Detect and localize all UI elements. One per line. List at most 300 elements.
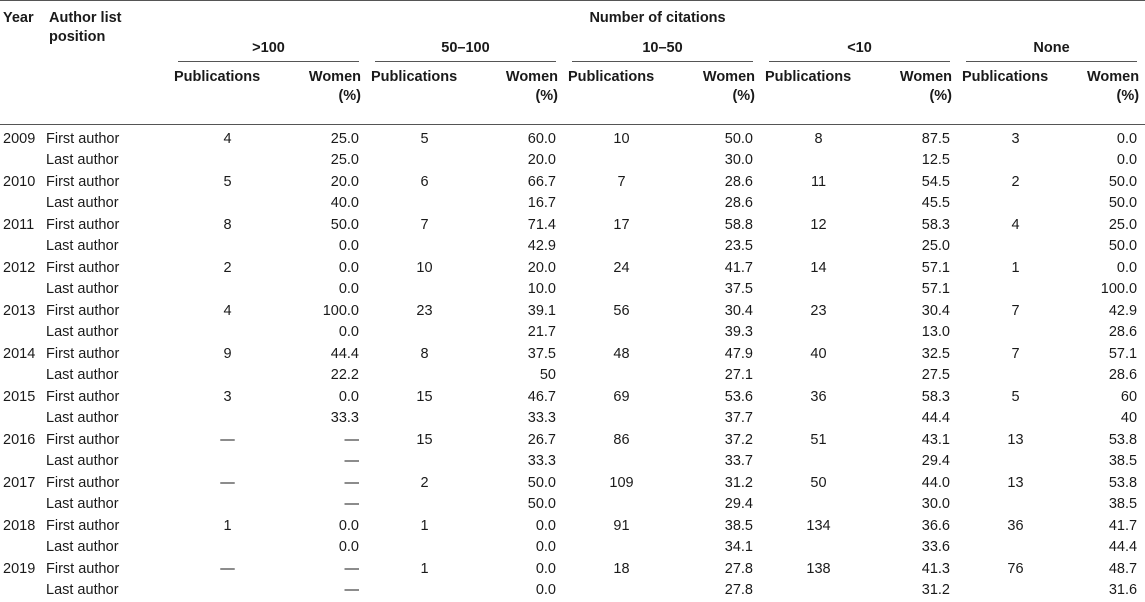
subheader-women-percent: Women (%) (876, 62, 958, 124)
cell-publications (367, 451, 482, 473)
cell-publications (170, 408, 285, 430)
cell-publications (367, 236, 482, 258)
cell-women-percent: 25.0 (330, 130, 359, 147)
cell-author-position: Last author (46, 195, 119, 211)
cell-women-percent: 50 (539, 367, 556, 383)
cell-women-percent: 30.0 (921, 496, 950, 512)
cell-women-percent: — (344, 453, 359, 469)
cell-women-percent: 25.0 (1108, 216, 1138, 233)
cell-publications (958, 451, 1073, 473)
cell-women-percent: 43.1 (921, 431, 950, 448)
table-row (0, 193, 1145, 215)
cell-publications: 9 (223, 345, 232, 362)
cell-author-position: Last author (46, 582, 119, 598)
cell-publications (958, 365, 1073, 387)
cell-author-position: First author (46, 345, 120, 362)
cell-publications (761, 236, 876, 258)
group-header-label: None (966, 35, 1137, 62)
cell-women-percent: 58.8 (724, 216, 753, 233)
cell-publications: 18 (613, 560, 630, 577)
group-header (761, 35, 958, 62)
cell-publications (564, 279, 679, 301)
cell-women-percent: 0.0 (338, 539, 359, 555)
cell-women-percent: 31.2 (921, 582, 950, 598)
cell-publications: 48 (613, 345, 630, 362)
group-header (958, 35, 1145, 62)
cell-women-percent: 57.1 (921, 259, 950, 276)
cell-women-percent: 30.0 (724, 152, 753, 168)
cell-women-percent: 38.5 (724, 517, 753, 534)
cell-women-percent: 53.8 (1108, 474, 1138, 491)
subheader-women-percent: Women (%) (679, 62, 761, 124)
cell-women-percent: 53.8 (1108, 431, 1138, 448)
table-row (0, 473, 1145, 495)
cell-women-percent: 40.0 (330, 195, 359, 211)
cell-publications: 69 (613, 388, 630, 405)
cell-publications (761, 193, 876, 215)
cell-publications (761, 451, 876, 473)
cell-author-position: First author (46, 173, 120, 190)
cell-publications: 15 (416, 388, 433, 405)
cell-publications: 138 (806, 560, 831, 577)
cell-women-percent: 32.5 (921, 345, 950, 362)
cell-publications (564, 408, 679, 430)
cell-publications (367, 408, 482, 430)
cell-publications (564, 193, 679, 215)
cell-publications: 40 (810, 345, 827, 362)
cell-publications (958, 150, 1073, 172)
cell-publications: 15 (416, 431, 433, 448)
cell-author-position: Last author (46, 281, 119, 297)
cell-publications: 36 (810, 388, 827, 405)
cell-year: 2014 (3, 345, 36, 362)
cell-publications (958, 322, 1073, 344)
cell-women-percent: 58.3 (921, 388, 950, 405)
cell-publications (958, 236, 1073, 258)
cell-publications (170, 279, 285, 301)
cell-year (0, 322, 46, 344)
cell-publications: 8 (814, 130, 823, 147)
cell-women-percent: 48.7 (1108, 560, 1138, 577)
cell-publications: 91 (613, 517, 630, 534)
cell-author-position: First author (46, 216, 120, 233)
cell-publications: 3 (223, 388, 232, 405)
cell-author-position: First author (46, 517, 120, 534)
cell-publications (761, 279, 876, 301)
group-header (367, 35, 564, 62)
cell-publications: 23 (416, 302, 433, 319)
group-header-label: >100 (178, 35, 359, 62)
cell-women-percent: 50.0 (724, 130, 753, 147)
cell-publications (761, 408, 876, 430)
cell-publications (367, 322, 482, 344)
cell-women-percent: 60.0 (527, 130, 556, 147)
cell-women-percent: 28.6 (1108, 324, 1138, 340)
cell-publications: 4 (223, 130, 232, 147)
cell-women-percent: 10.0 (527, 281, 556, 297)
cell-publications: 8 (420, 345, 429, 362)
cell-publications: 1 (420, 560, 429, 577)
cell-publications (958, 279, 1073, 301)
cell-year (0, 236, 46, 258)
cell-year (0, 494, 46, 516)
cell-publications: 4 (223, 302, 232, 319)
table-row (0, 516, 1145, 538)
cell-women-percent: — (344, 560, 359, 577)
cell-women-percent: 39.3 (724, 324, 753, 340)
cell-women-percent: 20.0 (527, 152, 556, 168)
subheader-women-percent: Women (%) (1073, 62, 1145, 124)
cell-women-percent: 26.7 (527, 431, 556, 448)
cell-publications (564, 365, 679, 387)
cell-publications: 86 (613, 431, 630, 448)
cell-women-percent: 0.0 (1116, 259, 1138, 276)
table-row (0, 124, 1145, 150)
cell-publications (170, 580, 285, 602)
cell-author-position: Last author (46, 496, 119, 512)
cell-publications: — (220, 560, 235, 577)
subheader-publications: Publications (367, 62, 482, 124)
cell-publications (958, 494, 1073, 516)
cell-year: 2009 (3, 130, 36, 147)
cell-women-percent: 40 (1120, 410, 1138, 426)
subheader-publications: Publications (761, 62, 876, 124)
cell-author-position: First author (46, 302, 120, 319)
cell-publications: 2 (420, 474, 429, 491)
cell-year (0, 408, 46, 430)
table-row (0, 236, 1145, 258)
cell-publications: 2 (1011, 173, 1020, 190)
subheader-publications: Publications (170, 62, 285, 124)
cell-women-percent: 66.7 (527, 173, 556, 190)
cell-women-percent: 50.0 (1108, 195, 1138, 211)
cell-publications: 14 (810, 259, 827, 276)
cell-year: 2019 (3, 560, 36, 577)
cell-publications: 11 (810, 173, 827, 190)
cell-women-percent: 28.6 (724, 173, 753, 190)
cell-publications (958, 193, 1073, 215)
cell-publications (564, 322, 679, 344)
cell-publications (170, 236, 285, 258)
cell-year: 2011 (3, 216, 35, 233)
cell-women-percent: 44.4 (921, 410, 950, 426)
cell-publications: 109 (609, 474, 634, 491)
table-row (0, 344, 1145, 366)
cell-women-percent: 0.0 (338, 259, 359, 276)
cell-author-position: First author (46, 130, 120, 147)
cell-women-percent: 42.9 (1108, 302, 1138, 319)
cell-publications (367, 150, 482, 172)
cell-author-position: Last author (46, 152, 119, 168)
cell-women-percent: 50.0 (527, 496, 556, 512)
cell-women-percent: 33.7 (724, 453, 753, 469)
cell-women-percent: 33.3 (527, 453, 556, 469)
cell-women-percent: 27.8 (724, 582, 753, 598)
header-number-of-citations: Number of citations (170, 1, 1145, 36)
cell-publications (170, 537, 285, 559)
table-row (0, 494, 1145, 516)
cell-publications: 1 (223, 517, 232, 534)
cell-author-position: Last author (46, 324, 119, 340)
cell-publications (170, 494, 285, 516)
table-row (0, 559, 1145, 581)
cell-publications (761, 537, 876, 559)
subheader-women-percent: Women (%) (482, 62, 564, 124)
cell-publications: — (220, 431, 235, 448)
cell-women-percent: 57.1 (1108, 345, 1138, 362)
cell-author-position: First author (46, 474, 120, 491)
group-header (170, 35, 367, 62)
cell-author-position: First author (46, 388, 120, 405)
cell-women-percent: 27.5 (921, 367, 950, 383)
cell-women-percent: 30.4 (921, 302, 950, 319)
cell-women-percent: 100.0 (1100, 281, 1138, 297)
cell-women-percent: 0.0 (535, 582, 556, 598)
group-header-label: 10–50 (572, 35, 753, 62)
cell-women-percent: 0.0 (338, 281, 359, 297)
cell-author-position: Last author (46, 238, 119, 254)
cell-year: 2015 (3, 388, 36, 405)
cell-women-percent: 50.0 (330, 216, 359, 233)
cell-publications (367, 580, 482, 602)
cell-publications: 7 (1011, 345, 1020, 362)
cell-publications: 12 (810, 216, 827, 233)
cell-women-percent: 0.0 (535, 517, 556, 534)
cell-year: 2018 (3, 517, 36, 534)
cell-publications: 4 (1011, 216, 1020, 233)
cell-women-percent: 27.8 (724, 560, 753, 577)
group-header (564, 35, 761, 62)
cell-publications (170, 451, 285, 473)
cell-women-percent: 25.0 (330, 152, 359, 168)
cell-publications (564, 150, 679, 172)
cell-women-percent: 38.5 (1108, 496, 1138, 512)
cell-women-percent: 28.6 (724, 195, 753, 211)
cell-year (0, 580, 46, 602)
cell-women-percent: 44.4 (1108, 539, 1138, 555)
cell-publications (761, 365, 876, 387)
table-row (0, 365, 1145, 387)
cell-year: 2013 (3, 302, 36, 319)
cell-publications: 10 (416, 259, 433, 276)
cell-women-percent: 12.5 (921, 152, 950, 168)
cell-year (0, 279, 46, 301)
cell-publications (367, 279, 482, 301)
cell-publications: 51 (810, 431, 827, 448)
cell-year: 2016 (3, 431, 36, 448)
cell-publications: 13 (1007, 474, 1024, 491)
cell-women-percent: 0.0 (338, 517, 359, 534)
cell-year (0, 150, 46, 172)
cell-publications (761, 150, 876, 172)
cell-publications: 7 (617, 173, 626, 190)
table-row (0, 279, 1145, 301)
subheader-publications: Publications (958, 62, 1073, 124)
cell-publications (170, 193, 285, 215)
cell-year (0, 193, 46, 215)
cell-women-percent: 31.6 (1108, 582, 1138, 598)
cell-women-percent: 37.7 (724, 410, 753, 426)
cell-author-position: Last author (46, 453, 119, 469)
cell-publications: 50 (810, 474, 827, 491)
cell-women-percent: 33.3 (330, 410, 359, 426)
cell-author-position: First author (46, 431, 120, 448)
table-row (0, 258, 1145, 280)
cell-women-percent: 0.0 (1116, 130, 1138, 147)
cell-women-percent: 0.0 (338, 388, 359, 405)
cell-women-percent: 54.5 (921, 173, 950, 190)
cell-women-percent: 57.1 (921, 281, 950, 297)
cell-publications (564, 236, 679, 258)
cell-women-percent: 41.3 (921, 560, 950, 577)
cell-year (0, 537, 46, 559)
cell-publications (761, 322, 876, 344)
cell-author-position: Last author (46, 410, 119, 426)
cell-publications: 134 (806, 517, 831, 534)
cell-women-percent: 20.0 (527, 259, 556, 276)
cell-women-percent: 13.0 (921, 324, 950, 340)
table-row (0, 322, 1145, 344)
cell-publications (170, 365, 285, 387)
cell-women-percent: 29.4 (724, 496, 753, 512)
cell-women-percent: 33.6 (921, 539, 950, 555)
cell-women-percent: 30.4 (724, 302, 753, 319)
cell-publications (564, 537, 679, 559)
cell-publications: 1 (1011, 259, 1020, 276)
cell-publications: 36 (1007, 517, 1024, 534)
cell-women-percent: 44.0 (921, 474, 950, 491)
cell-women-percent: 29.4 (921, 453, 950, 469)
cell-women-percent: — (344, 431, 359, 448)
cell-women-percent: — (344, 582, 359, 598)
cell-year (0, 365, 46, 387)
cell-women-percent: 50.0 (1108, 238, 1138, 254)
cell-publications (958, 537, 1073, 559)
cell-publications (367, 193, 482, 215)
cell-women-percent: — (344, 496, 359, 512)
cell-publications: 1 (420, 517, 429, 534)
cell-publications (564, 494, 679, 516)
table-row (0, 430, 1145, 452)
cell-publications: 8 (223, 216, 232, 233)
cell-women-percent: 71.4 (527, 216, 556, 233)
subheader-publications: Publications (564, 62, 679, 124)
cell-publications: 5 (420, 130, 429, 147)
cell-publications (958, 580, 1073, 602)
cell-women-percent: — (344, 474, 359, 491)
group-header-label: <10 (769, 35, 950, 62)
cell-year: 2017 (3, 474, 36, 491)
cell-publications: 2 (223, 259, 232, 276)
table-row (0, 215, 1145, 237)
cell-women-percent: 34.1 (724, 539, 753, 555)
cell-women-percent: 0.0 (535, 560, 556, 577)
cell-women-percent: 20.0 (330, 173, 359, 190)
cell-publications: 13 (1007, 431, 1024, 448)
cell-women-percent: 28.6 (1108, 367, 1138, 383)
cell-publications: 56 (613, 302, 630, 319)
cell-publications (761, 494, 876, 516)
cell-women-percent: 47.9 (724, 345, 753, 362)
cell-publications: 3 (1011, 130, 1020, 147)
cell-women-percent: 37.5 (527, 345, 556, 362)
cell-women-percent: 22.2 (330, 367, 359, 383)
table-row (0, 387, 1145, 409)
header-year: Year (0, 1, 46, 125)
cell-women-percent: 60 (1120, 388, 1138, 405)
cell-women-percent: 31.2 (724, 474, 753, 491)
table-row (0, 301, 1145, 323)
cell-women-percent: 44.4 (330, 345, 359, 362)
cell-publications: 24 (613, 259, 630, 276)
cell-publications: 5 (1011, 388, 1020, 405)
cell-author-position: First author (46, 560, 120, 577)
cell-publications: 5 (223, 173, 232, 190)
cell-women-percent: 0.0 (338, 238, 359, 254)
cell-publications (367, 365, 482, 387)
cell-women-percent: 21.7 (527, 324, 556, 340)
cell-publications: 7 (1011, 302, 1020, 319)
cell-women-percent: 38.5 (1108, 453, 1138, 469)
cell-women-percent: 42.9 (527, 238, 556, 254)
table-row (0, 451, 1145, 473)
cell-publications (367, 537, 482, 559)
cell-women-percent: 46.7 (527, 388, 556, 405)
cell-year: 2012 (3, 259, 36, 276)
cell-women-percent: 87.5 (921, 130, 950, 147)
cell-publications: 23 (810, 302, 827, 319)
cell-women-percent: 41.7 (1108, 517, 1138, 534)
cell-women-percent: 37.2 (724, 431, 753, 448)
cell-women-percent: 50.0 (527, 474, 556, 491)
cell-year: 2010 (3, 173, 36, 190)
cell-women-percent: 27.1 (724, 367, 753, 383)
header-author-position: Author list position (46, 1, 170, 125)
table-row (0, 537, 1145, 559)
cell-women-percent: 0.0 (535, 539, 556, 555)
cell-women-percent: 0.0 (338, 324, 359, 340)
cell-year (0, 451, 46, 473)
subheader-women-percent: Women (%) (285, 62, 367, 124)
cell-publications: — (220, 474, 235, 491)
cell-women-percent: 53.6 (724, 388, 753, 405)
table-row (0, 150, 1145, 172)
cell-women-percent: 37.5 (724, 281, 753, 297)
cell-publications (564, 580, 679, 602)
group-header-label: 50–100 (375, 35, 556, 62)
cell-publications: 17 (613, 216, 630, 233)
cell-women-percent: 45.5 (921, 195, 950, 211)
cell-publications: 76 (1007, 560, 1024, 577)
table-row (0, 172, 1145, 194)
cell-women-percent: 33.3 (527, 410, 556, 426)
cell-publications (170, 150, 285, 172)
cell-publications: 10 (613, 130, 630, 147)
cell-publications (367, 494, 482, 516)
cell-women-percent: 41.7 (724, 259, 753, 276)
cell-publications (958, 408, 1073, 430)
cell-women-percent: 58.3 (921, 216, 950, 233)
cell-women-percent: 50.0 (1108, 173, 1138, 190)
cell-women-percent: 25.0 (921, 238, 950, 254)
cell-women-percent: 36.6 (921, 517, 950, 534)
cell-author-position: Last author (46, 367, 119, 383)
cell-women-percent: 39.1 (527, 302, 556, 319)
table-row (0, 408, 1145, 430)
cell-publications (170, 322, 285, 344)
cell-publications (564, 451, 679, 473)
cell-women-percent: 16.7 (527, 195, 556, 211)
